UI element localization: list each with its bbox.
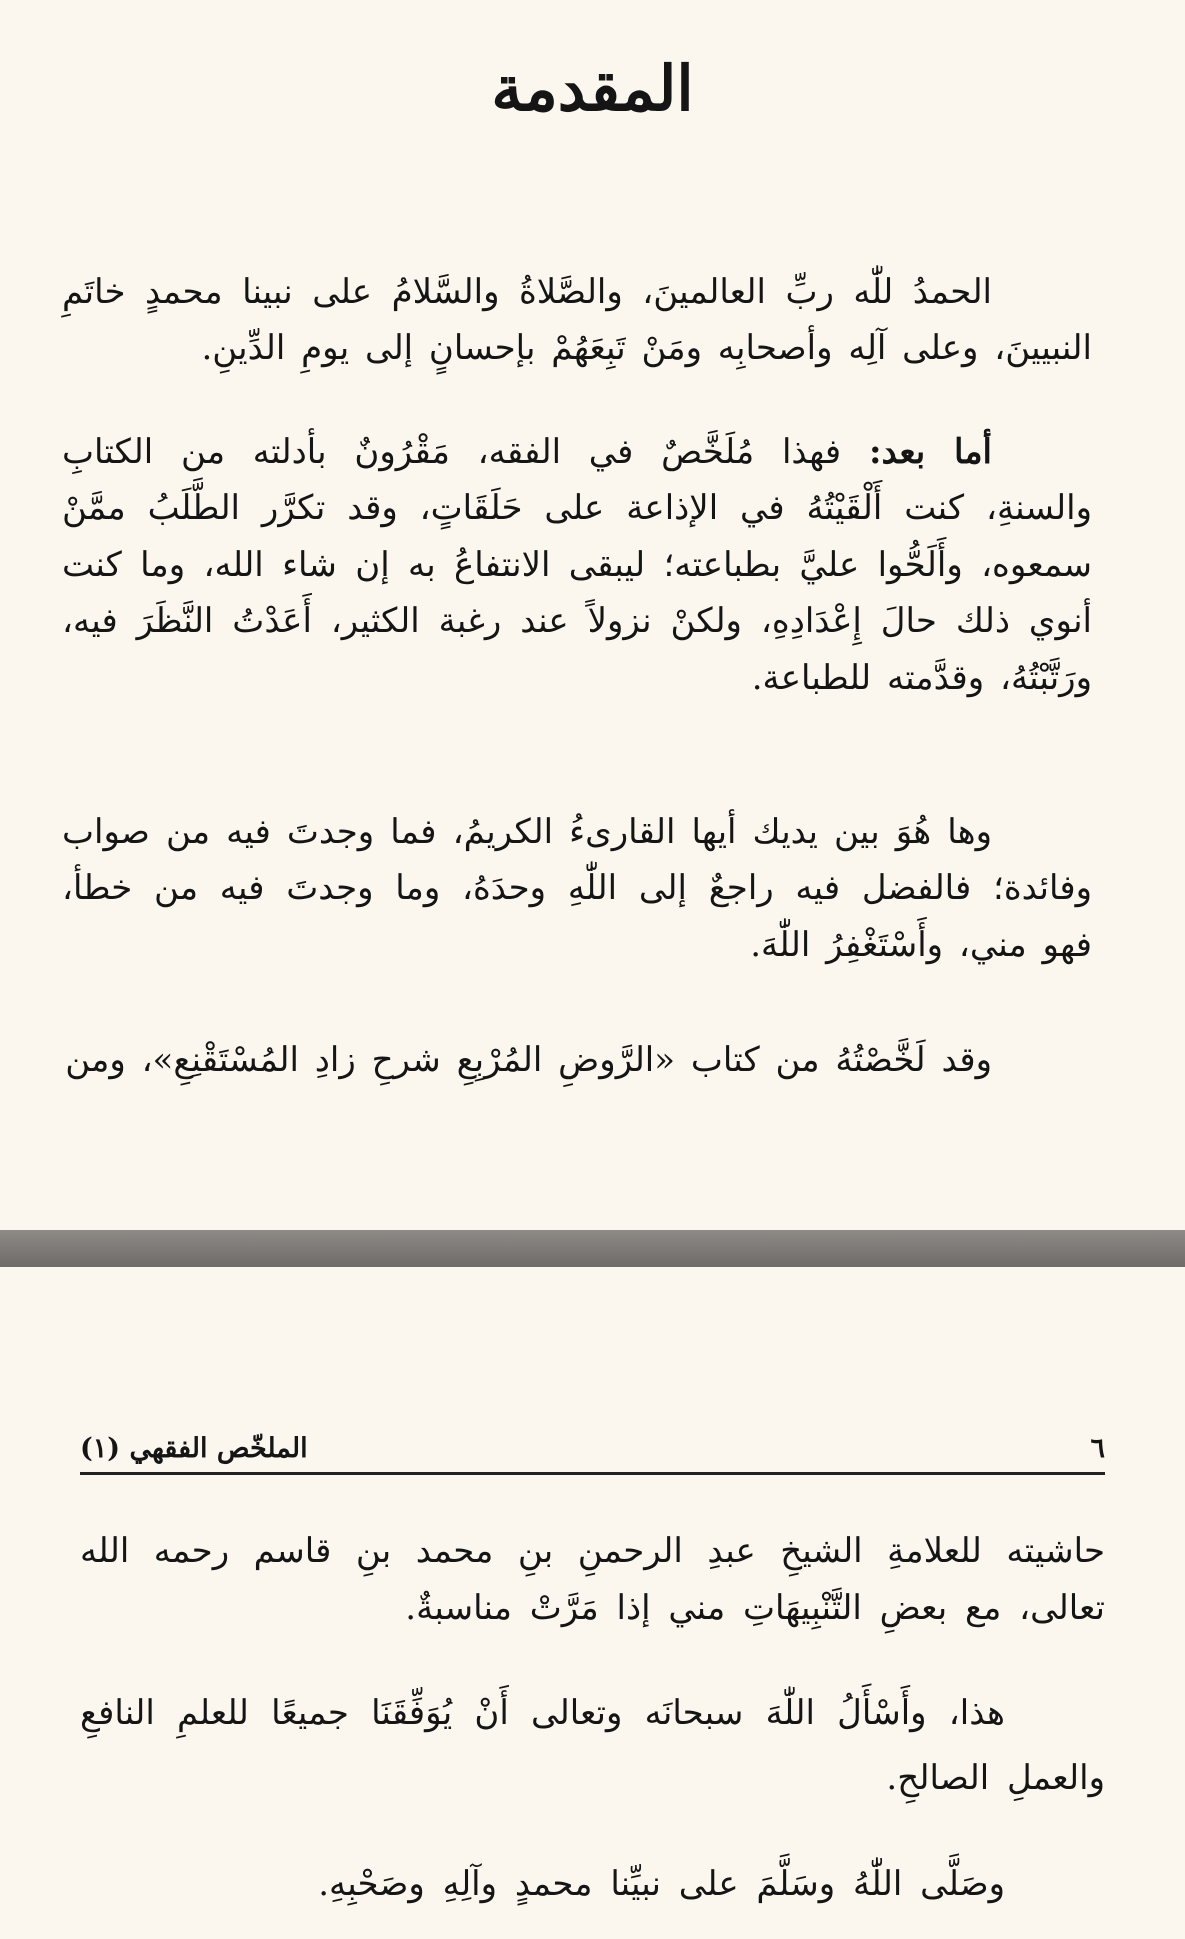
page-divider xyxy=(0,1230,1185,1267)
source-paragraph: وقد لَخَّصْتُهُ من كتاب «الرَّوضِ المُرْبِعِ شرحِ زادِ المُسْتَقْنِعِ»، ومن xyxy=(65,1040,992,1080)
book-page-bottom xyxy=(0,1267,1185,1939)
closing-paragraph: وصَلَّى اللّٰهُ وسَلَّمَ على نبيِّنا محمدٍ وآلِهِ وصَحْبِهِ. xyxy=(318,1864,1005,1904)
book-purpose-text: فهذا مُلَخَّصٌ في الفقه، مَقْرُونٌ بأدلته من الكتابِ والسنةِ، كنت أَلْقَيْتُهُ في الإذاعة على حَلَقَاتٍ، وقد تكرَّر الطَّلَبُ ممَّنْ سمعوه، وأَلَحُّوا عليَّ بطباعته؛ ليبقى الانتفاعُ به إن شاء الله، وما كنت أنوي ذلك حالَ إِعْدَادِهِ، ولكنْ نزولاً عند رغبة الكثير، أَعَدْتُ النَّظَرَ فيه، ورَتَّبْتُهُ، وقدَّمته للطباعة. xyxy=(62,432,1092,698)
running-header xyxy=(80,1429,1105,1475)
source-continuation-paragraph: حاشيته للعلامةِ الشيخِ عبدِ الرحمنِ بنِ محمد بنِ قاسم رحمه الله تعالى، مع بعضِ التَّنْبِيهَاتِ مني إذا مَرَّتْ مناسبةٌ. xyxy=(80,1531,1105,1629)
amma-bad-heading: أما بعد: xyxy=(868,432,992,472)
running-book-title: الملخّص الفقهي (١) xyxy=(80,1433,308,1464)
supplication-paragraph: هذا، وأَسْأَلُ اللّٰهَ سبحانَه وتعالى أَنْ يُوَفِّقَنَا جميعًا للعلمِ النافعِ والعملِ الصالحِ. xyxy=(80,1693,1105,1798)
page-number: ٦ xyxy=(1090,1433,1105,1464)
opening-paragraph: الحمدُ للّٰه ربِّ العالمينَ، والصَّلاةُ والسَّلامُ على نبينا محمدٍ خاتَمِ النبيينَ، وعلى آلِه وأصحابِه ومَنْ تَبِعَهُمْ بإحسانٍ إلى يومِ الدِّينِ. xyxy=(62,272,1092,369)
reader-address-paragraph: وها هُوَ بين يديك أيها القارىءُ الكريمُ، فما وجدتَ فيه من صواب وفائدة؛ فالفضل فيه راجعٌ إلى اللّٰهِ وحدَهُ، وما وجدتَ فيه من خطأ، فهو مني، وأَسْتَغْفِرُ اللّٰهَ. xyxy=(62,812,1092,965)
book-purpose-paragraph xyxy=(62,424,1092,706)
page-title: المقدمة xyxy=(491,51,694,125)
